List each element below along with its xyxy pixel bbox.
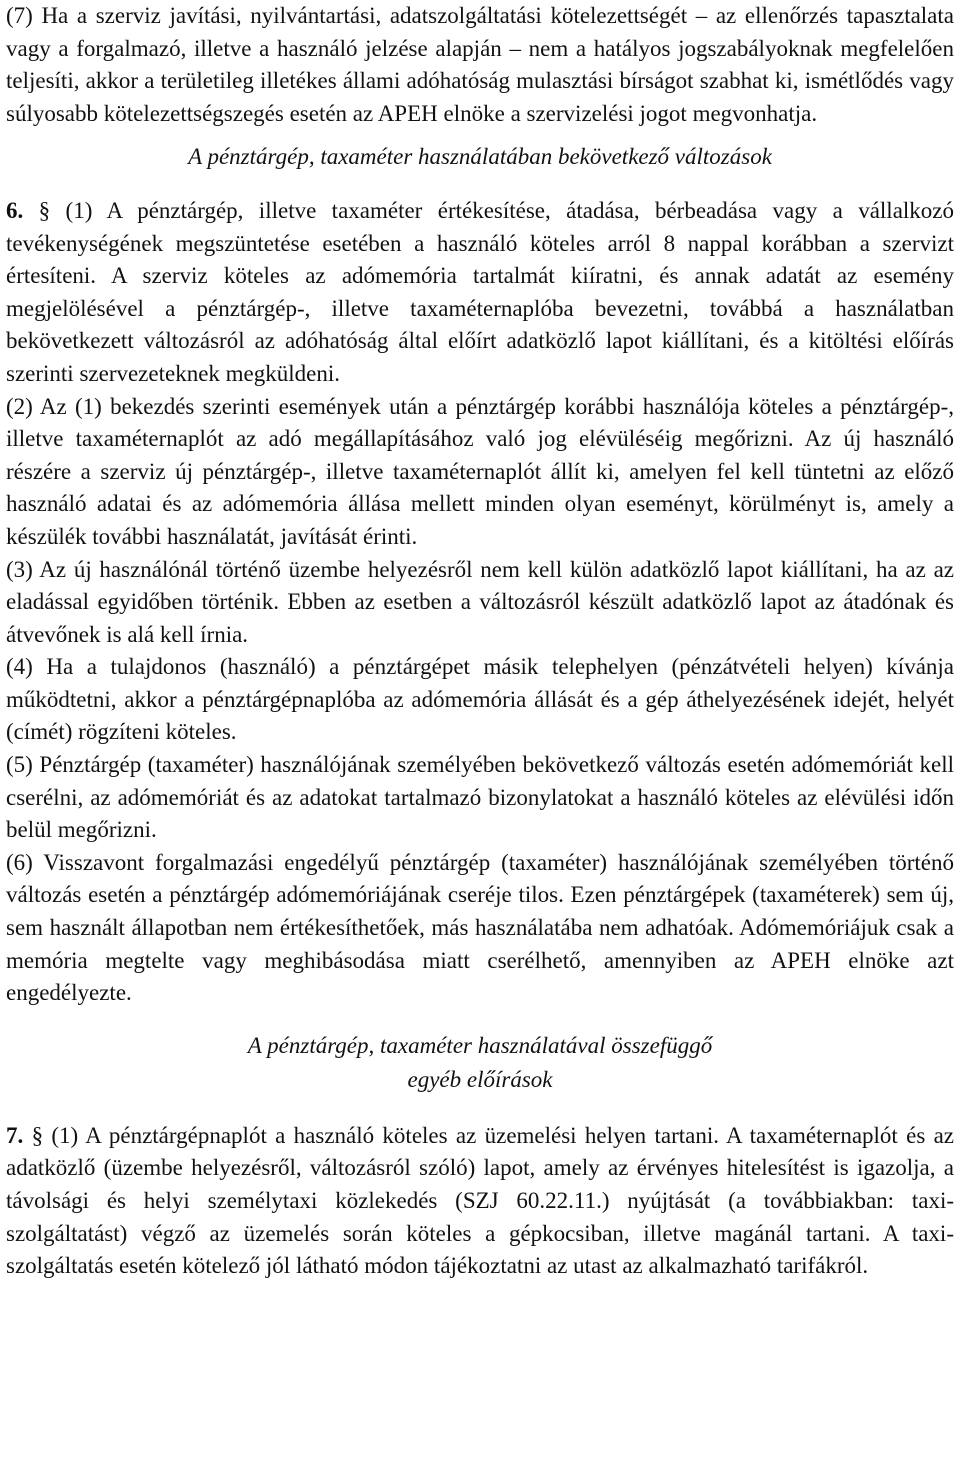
section-7-sign: § [31, 1122, 44, 1148]
section-6-paragraph-4: (4) Ha a tulajdonos (használó) a pénztárgépet másik telephelyen (pénzátvételi helyen) kívánja működtetni, akkor a pénztárgépnaplóba az adómemória állását és a gép áthelyezésének idejét, helyét (címét) rögzíteni köteles. [6, 654, 954, 745]
section-6-sign: § [38, 197, 51, 223]
section-6-paragraph-5: (5) Pénztárgép (taxaméter) használójának személyében bekövetkező változás esetén adómemóriát kell cserélni, az adómemóriát és az adatokat tartalmazó bizonylatokat a használó köteles az elévülési időn belül megőrizni. [6, 752, 954, 843]
section-7-p1-text: (1) A pénztárgépnaplót a használó köteles az üzemelési helyen tartani. A taxaméternaplót és az adatközlő (üzembe helyezésről, változásról szóló) lapot, amely az érvényes hitelesítést is igazolja, a távolsági és helyi személytaxi közlekedés (SZJ 60.22.11.) nyújtását (a továbbiakban: taxi-szolgáltatást) végző az üzemelés során köteles a gépkocsiban, illetve magánál tartani. A taxi-szolgáltatás esetén kötelező jól látható módon tájékoztatni az utast az alkalmazható tarifákról. [6, 1122, 955, 1279]
document-page [6, 0, 954, 1283]
section-7-paragraph-1 [6, 1120, 954, 1283]
section-6-paragraph-3: (3) Az új használónál történő üzembe helyezésről nem kell külön adatközlő lapot kiállítani, ha az az eladással egyidőben történik. Ebben az esetben a változásról készült adatközlő lapot az átadónak és átvevőnek is alá kell írnia. [6, 556, 954, 647]
section-6-paragraph-2: (2) Az (1) bekezdés szerinti események után a pénztárgép korábbi használója köteles a pénztárgép-, illetve taxaméternaplót az adó megállapításához való jog elévüléséig megőrizni. Az új használó részére a szerviz új pénztárgép-, illetve taxaméternaplót állít ki, amelyen fel kell tüntetni az előző használó adatai és az adómemória állása mellett minden olyan eseményt, körülményt is, amely a készülék további használatát, javítását érinti. [6, 393, 954, 549]
section-6-paragraph-1 [6, 195, 954, 391]
section-heading-changes: A pénztárgép, taxaméter használatában bekövetkező változások [188, 144, 772, 170]
section-6-paragraph-6: (6) Visszavont forgalmazási engedélyű pénztárgép (taxaméter) használójának személyében történő változás esetén a pénztárgép adómemóriájának cseréje tilos. Ezen pénztárgépek (taxaméterek) sem új, sem használt állapotban nem értékesíthetőek, más használatába nem adhatóak. Adómemóriájuk csak a memória megtelte vagy meghibásodása miatt cserélhető, amennyiben az APEH elnöke azt engedélyezte. [6, 849, 954, 1006]
section-6-p1-text: (1) A pénztárgép, illetve taxaméter értékesítése, átadása, bérbeadása vagy a vállalkozó tevékenységének megszüntetése esetében a használó köteles arról 8 nappal korábban a szervizt értesíteni. A szerviz köteles az adómemória tartalmát kiíratni, és annak adatát az esemény megjelölésével a pénztárgép-, illetve taxaméternaplóba bevezetni, továbbá a használatban bekövetkezett változásról az adóhatóság által előírt adatközlő lapot kiállítani, és a kitöltési előírás szerinti szervezeteknek megküldeni. [6, 197, 954, 386]
paragraph-7-7: (7) Ha a szerviz javítási, nyilvántartási, adatszolgáltatási kötelezettségét – az ellenőrzés tapasztalata vagy a forgalmazó, illetve a használó jelzése alapján – nem a hatályos jogszabályoknak megfelelően teljesíti, akkor a területileg illetékes állami adóhatóság mulasztási bírságot szabhat ki, ismétlődés vagy súlyosabb kötelezettségszegés esetén az APEH elnöke a szervizelési jogot megvonhatja. [6, 3, 954, 126]
section-6-number: 6. [6, 197, 24, 223]
section-heading-other-rules-line-2: egyéb előírások [407, 1066, 553, 1092]
section-7-number: 7. [6, 1122, 24, 1148]
section-heading-other-rules [6, 1029, 954, 1097]
section-heading-other-rules-line-1: A pénztárgép, taxaméter használatával összefüggő [247, 1032, 713, 1058]
